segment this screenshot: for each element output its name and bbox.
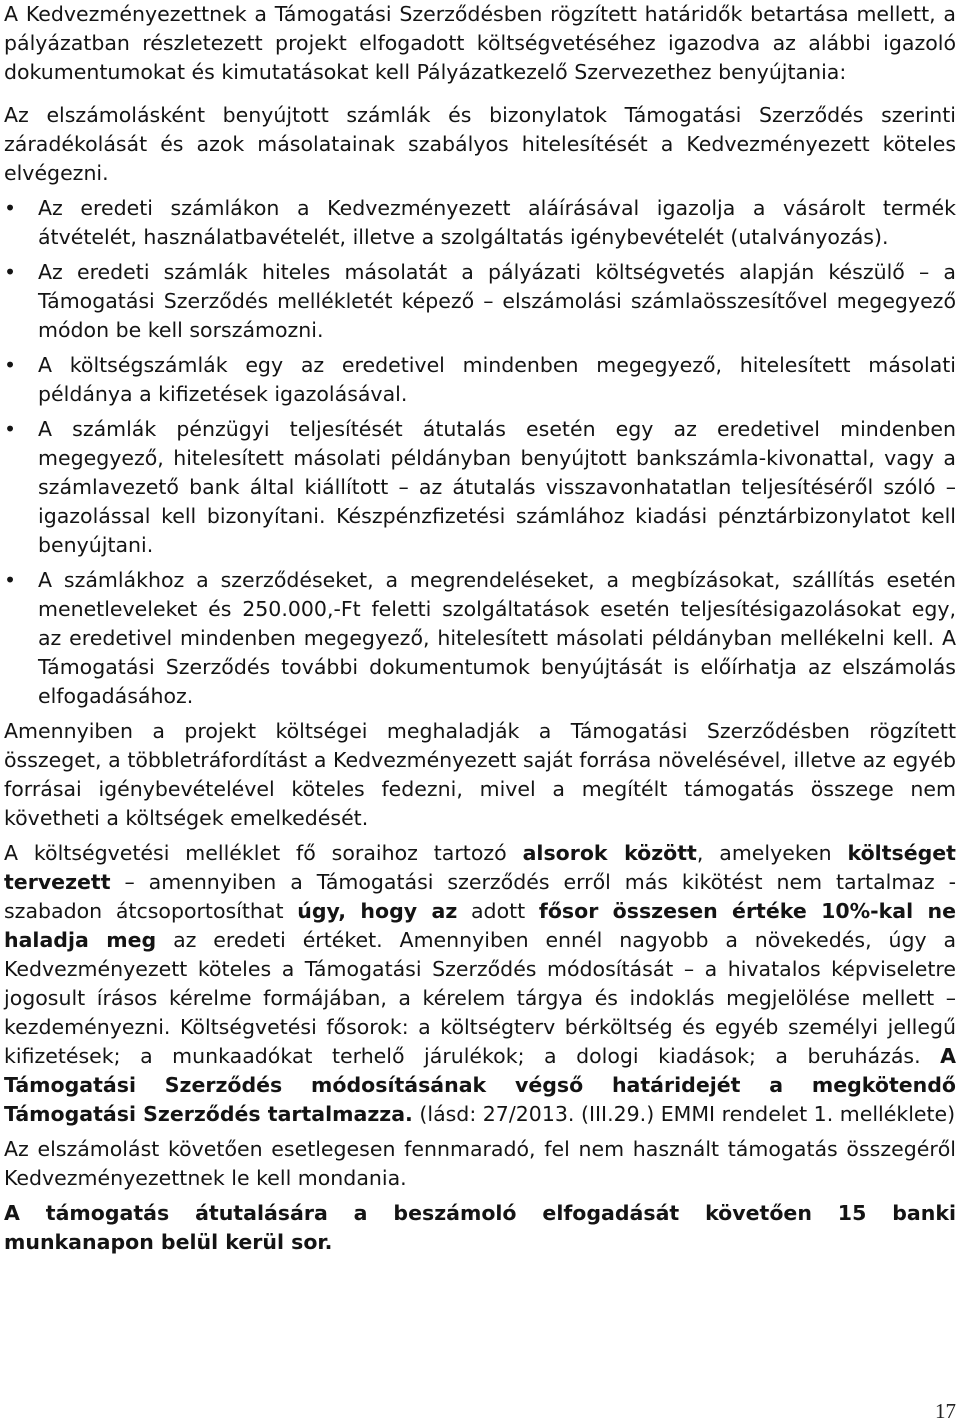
regroup-text-3: – amennyiben a Támogatási szerződés erről más kikötést nem tartalmaz - szabadon átcsoportosíthat — [4, 870, 956, 923]
transfer-paragraph — [4, 1199, 956, 1257]
regroup-bold-1: alsorok között — [522, 841, 697, 865]
list-item — [4, 415, 956, 560]
list-item — [4, 351, 956, 409]
list-item — [4, 194, 956, 252]
regroup-text-6: (lásd: 27/2013. (III.29.) EMMI rendelet 1. melléklete) — [412, 1102, 956, 1126]
regroup-text-1: A költségvetési melléklet fő soraihoz tartozó — [4, 841, 523, 865]
document-page — [4, 0, 956, 1257]
refund-paragraph: Az elszámolást követően esetlegesen fennmaradó, fel nem használt támogatás összegéről Kedvezményezettnek le kell mondania. — [4, 1137, 956, 1190]
overrun-paragraph: Amennyiben a projekt költségei meghaladják a Támogatási Szerződésben rögzített összeget, a többletráfordítást a Kedvezményezett saját forrása növelésével, illetve az egyéb forrásai igénybevételével köteles fedezni, mivel a megítélt támogatás összege nem követheti a költségek emelkedését. — [4, 719, 956, 830]
regroup-bold-4: fősor összesen értéke 10%-kal ne haladja meg — [4, 899, 956, 952]
bullet-icon: • — [4, 417, 17, 441]
regroup-bold-2: költséget tervezett — [4, 841, 956, 894]
regroup-text-4: adott — [457, 899, 539, 923]
list-item — [4, 566, 956, 711]
bullet-icon: • — [4, 260, 17, 284]
bullet-icon: • — [4, 353, 17, 377]
regroup-text-2: , amelyeken — [696, 841, 848, 865]
list-item-text: A költségszámlák egy az eredetivel mindenben megegyező, hitelesített másolati példánya a kifizetések igazolásával. — [38, 353, 956, 406]
regroup-paragraph — [4, 839, 956, 1129]
regroup-text-5: az eredeti értéket. Amennyiben ennél nagyobb a növekedés, úgy a Kedvezményezett köteles a Támogatási Szerződés módosítását – a hivatalos képviseletre jogosult írásos kérelme formájában, a kérelem tárgya és indoklás megjelölése mellett – kezdeményezni. Költségvetési fősorok: a költségterv bérköltség és egyéb személyi jellegű kifizetések; a munkaadókat terhelő járulékok; a dologi kiadások; a beruházás. — [4, 928, 957, 1068]
requirements-list — [4, 194, 956, 711]
bullet-icon: • — [4, 568, 17, 592]
list-item-text: A számlákhoz a szerződéseket, a megrendeléseket, a megbízásokat, szállítás esetén menetleveleket és 250.000,-Ft feletti szolgáltatások esetén teljesítésigazolásokat egy, az eredetivel mindenben megegyező, hitelesített másolati példányban mellékelni kell. A Támogatási Szerződés további dokumentumok benyújtását is előírhatja az elszámolás elfogadásához. — [38, 568, 956, 708]
bullet-icon: • — [4, 196, 17, 220]
regroup-bold-5: A Támogatási Szerződés módosításának végső határidejét a megkötendő Támogatási Szerződés tartalmazza. — [4, 1044, 956, 1126]
regroup-bold-3: úgy, hogy az — [297, 899, 458, 923]
intro-paragraph: A Kedvezményezettnek a Támogatási Szerződésben rögzített határidők betartása mellett, a pályázatban részletezett projekt elfogadott költségvetéséhez igazodva az alábbi igazoló dokumentumokat és kimutatásokat kell Pályázatkezelő Szervezethez benyújtania: — [4, 2, 956, 84]
list-item-text: Az eredeti számlákon a Kedvezményezett aláírásával igazolja a vásárolt termék átvételét, használatbavételét, illetve a szolgáltatás igénybevételét (utalványozás). — [38, 196, 956, 249]
transfer-bold-text: A támogatás átutalására a beszámoló elfogadását követően 15 banki munkanapon belül kerül sor. — [4, 1201, 956, 1254]
list-item — [4, 258, 956, 345]
list-item-text: A számlák pénzügyi teljesítését átutalás esetén egy az eredetivel mindenben megegyező, hitelesített másolati példányban benyújtott bankszámla-kivonattal, vagy a számlavezető bank által kiállított – az átutalás visszavonhatatlan teljesítéséről szóló – igazolással kell bizonyítani. Készpénzfizetési számlához kiadási pénztárbizonylatot kell benyújtani. — [38, 417, 956, 557]
list-item-text: Az eredeti számlák hiteles másolatát a pályázati költségvetés alapján készülő – a Támogatási Szerződés mellékletét képező – elszámolási számlaösszesítővel megegyező módon be kell sorszámozni. — [38, 260, 956, 342]
page-number: 17 — [935, 1399, 956, 1423]
clauses-paragraph: Az elszámolásként benyújtott számlák és bizonylatok Támogatási Szerződés szerinti záradékolását és azok másolatainak szabályos hitelesítését a Kedvezményezett köteles elvégezni. — [4, 103, 956, 185]
